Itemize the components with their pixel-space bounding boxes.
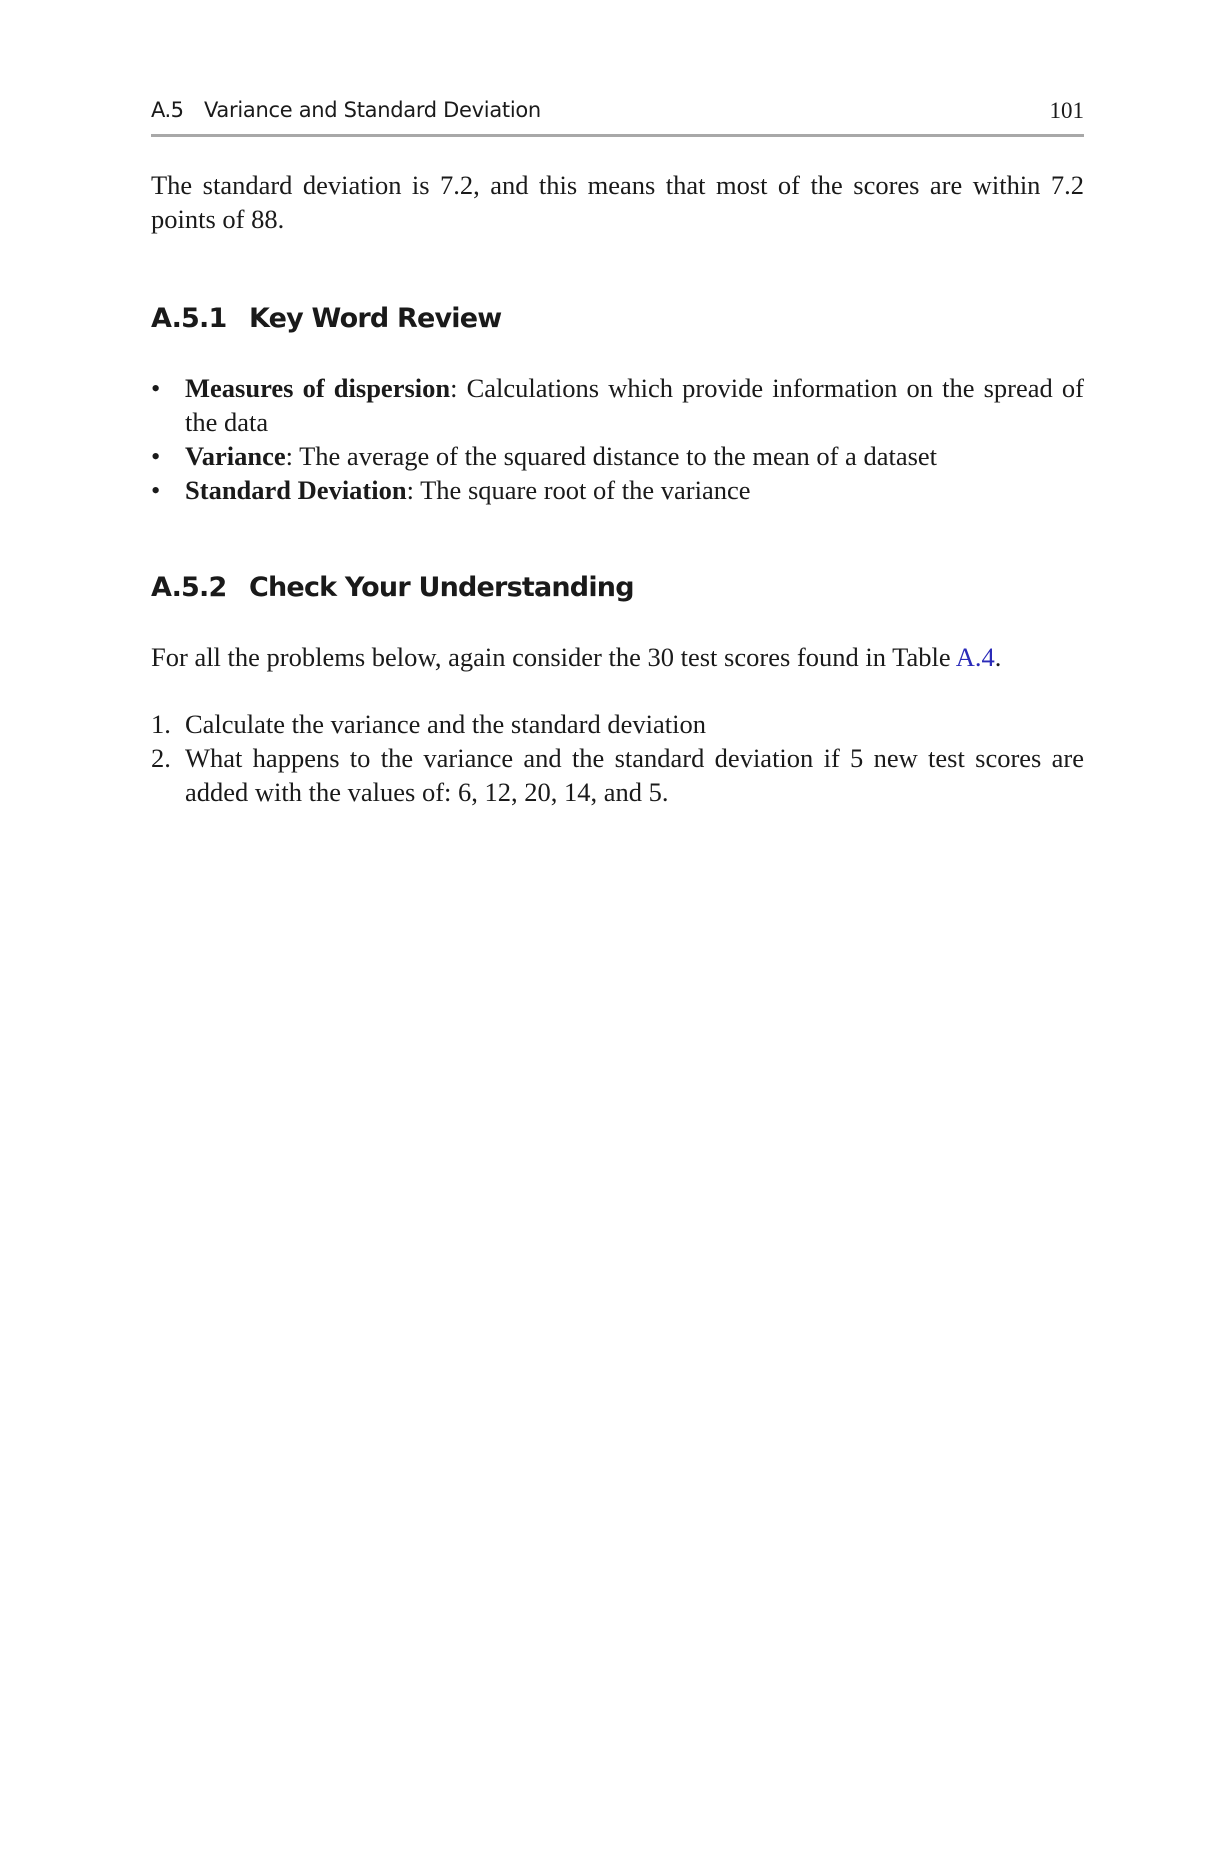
- header-rule: [151, 134, 1084, 137]
- table-reference-link[interactable]: A.4: [955, 642, 995, 672]
- section-title: Check Your Understanding: [249, 572, 634, 603]
- key-term: Measures of dispersion: [185, 373, 451, 403]
- bullet-icon: •: [151, 373, 161, 403]
- check-intro-end: .: [994, 642, 1002, 672]
- key-term: Standard Deviation: [185, 475, 407, 505]
- list-item: [151, 473, 1084, 507]
- bullet-icon: •: [151, 475, 161, 505]
- list-item: [151, 707, 1084, 741]
- running-head: [151, 96, 1084, 126]
- problem-number: 1.: [151, 709, 171, 739]
- problem-text: What happens to the variance and the standard deviation if 5 new test scores are added with the values of: 6, 12, 20, 14, and 5.: [185, 743, 1084, 807]
- key-term-definition: : The square root of the variance: [406, 475, 751, 505]
- bullet-icon: •: [151, 441, 161, 471]
- section-number: A.5.2: [151, 572, 227, 603]
- section-number: A.5.1: [151, 303, 227, 334]
- problem-text: Calculate the variance and the standard deviation: [185, 709, 706, 739]
- running-head-section-title: Variance and Standard Deviation: [204, 98, 541, 122]
- section-heading-key-word-review: [151, 303, 501, 334]
- page-number: 101: [1049, 98, 1084, 123]
- key-term-definition: : The average of the squared distance to the mean of a dataset: [285, 441, 938, 471]
- list-item: [151, 439, 1084, 473]
- intro-paragraph: The standard deviation is 7.2, and this means that most of the scores are within 7.2 points of 88.: [151, 170, 1084, 234]
- key-term: Variance: [185, 441, 286, 471]
- section-heading-check-your-understanding: [151, 572, 634, 603]
- key-word-list: [151, 371, 1084, 507]
- list-item: [151, 371, 1084, 439]
- running-head-section-number: A.5: [151, 98, 184, 122]
- problem-list: [151, 707, 1084, 809]
- list-item: [151, 741, 1084, 809]
- check-intro-paragraph: [151, 640, 1084, 674]
- section-title: Key Word Review: [249, 303, 502, 334]
- key-term-definition: : Calculations which provide information on the spread of the data: [185, 373, 1084, 437]
- problem-number: 2.: [151, 743, 171, 773]
- check-intro-text: For all the problems below, again consider the 30 test scores found in Table: [151, 642, 956, 672]
